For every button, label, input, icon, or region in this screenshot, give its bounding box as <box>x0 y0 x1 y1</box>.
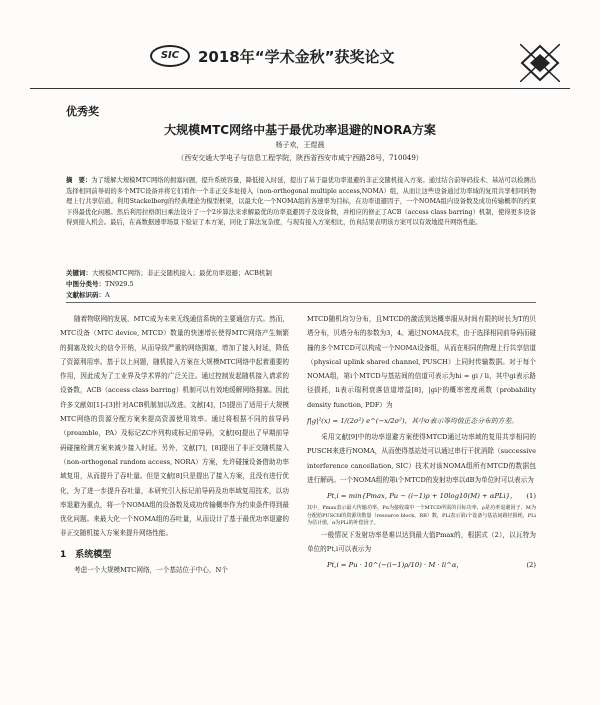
clc-number <box>66 279 536 289</box>
conference-banner <box>0 0 600 92</box>
power-backoff-paragraph: 采用文献[9]中的功率退避方案使得MTCD通过功率域的复用共享相同的PUSCH来进行NOMA，从而使得基站处可以通过串行干扰消除（successive interference cancellation, SIC）技术对该NOMA组所有MTCD的数据包进行解码。一个NOMA组的第i个MTCD的发射功率以dB为单位时可以表示为 <box>307 433 536 484</box>
doc-code-text: A <box>105 291 110 299</box>
left-column <box>60 312 289 577</box>
right-column <box>307 312 536 574</box>
paper-authors: 杨子欢，王煜晨 <box>275 141 325 149</box>
keywords <box>66 268 536 278</box>
system-model-paragraph: 考虑一个大规模MTC网络，一个基站位于中心，N个 <box>74 565 228 574</box>
abstract-label: 摘 要： <box>66 177 92 184</box>
award-tag: 优秀奖 <box>66 105 99 118</box>
intro-paragraph: 随着物联网的发展，MTC成为未来无线通信系统的主要通信方式。然而，MTC设备（MTC device, MTCD）数量的快速增长使得MTC网络产生频繁的拥塞及较大的信令开销，从而导致严重的网络拥塞，增加了接入时延，降低了资源利用率。基于以上问题，随机接入方案在大规模MTC网络中起着重要的作用，因此成为了工业界及学术界的广泛关注。通过控制发起随机接入请求的设备数，ACB（access class barring）机制可以有效地缓解网络拥塞。因此许多文献如[1]–[3]针对ACB机制加以改进。文献[4]，[5]提出了适用于大规模MTC网络的资源分配方案来提高资源使用效率。通过将根据不同的前导码（preamble，PA）及标记ZC序列构成标记前导码，文献[6]提出了早期前导码碰撞检测方案来减少接入时延。另外，文献[7]，[8]提出了非正交随机接入（non-orthogonal random access, NORA）方案，允许碰撞设备借助功率域复用，从而提升了吞吐量。但是文献[8]只是提出了接入方案，且没有进行优化，为了进一步提升吞吐量，本研究引入标记前导码及功率域复用技术，以功率退避为重点，将一个NOMA组的设备数及成功传输概率作为约束条件得到最优化问题。来最大化一个NOMA组的吞吐量，从而设计了基于最优功率退避的非正交随机接入方案来提升网络性能。 <box>60 315 289 538</box>
banner-title: 2018年“学术金秋”获奖论文 <box>198 47 395 66</box>
decorative-pattern-icon <box>520 44 560 82</box>
equation-1-text: Pt,i = min{Pmax, Pu − (i−1)ρ + 10log10(M) + αPLi}， <box>327 492 517 501</box>
equation-2-text: Pt,i = Pu · 10^(−(i−1)ρ/10) · M · li^α， <box>327 561 464 570</box>
watt-paragraph: 一般情况下发射功率是难以达到最大值Pmax的，根据式（2），以瓦特为单位的Pt,i可以表示为 <box>307 530 536 554</box>
clc-text: TN929.5 <box>105 280 134 288</box>
abstract <box>66 176 536 229</box>
document-code <box>66 290 536 300</box>
equation-1-note: 其中，Pmax表示最大传输功率，Pu为接收端中一个MTCD所需的目标功率，ρ是功率退避因子，M为分配给PUSCH的资源块数量（resource block，RB）数，PLi表示第i个设备与基站间路径损耗，PLi为估计值，α为PLi的补偿因子。 <box>307 505 536 527</box>
header-divider <box>66 302 536 303</box>
paper-affiliation: （西安交通大学电子与信息工程学院，陕西省西安市咸宁西路28号，710049） <box>177 154 423 162</box>
section-heading: 1 系统模型 <box>60 549 112 560</box>
equation-2 <box>307 556 536 574</box>
keywords-text: 大规模MTC网络；非正交随机接入；最优功率退避；ACB机制 <box>92 269 272 277</box>
channel-paragraph: MTCD随机均匀分布，且MTCD的激活到达概率服从时间有限的时长为T的贝塔分布，贝塔分布的参数为3，4。通过NOMA技术，由于选择相同前导码而碰撞的多个MTCD可以构成一个NOMA设备组，从而在相同的物理上行共享信道（physical uplink shared channel, PUSCH）上同时传输数据。对于每个NOMA组，第i个MTCD与基站间的信道可表示为hi = gi / li，其中gi表示路径损耗，li表示瑞利衰落信道增益[8]，|gi|²的概率密度函数（probability density function, PDF）为 <box>307 315 536 409</box>
pdf-formula-text: f|g|²(x) = 1/(2σ²) e^(−x/2σ²)，其中σ表示等均值正态分布的方差。 <box>307 417 519 426</box>
equation-1-number: (1) <box>526 492 536 501</box>
banner-divider <box>30 88 570 89</box>
abstract-text: 为了缓解大规模MTC网络的拥塞问题，提升系统容量，降低接入时延，提出了基于最优功率退避的非正交随机接入方案。通过结合前导码技术、基站可以检测出选择相同前导码的多个MTC设备并将它们看作一个非正交多址接入（non-orthogonal multiple access,NOMA）组，从而让这些设备通过功率域的复用共享相同的物理上行共享信道。利用Stackelberg的经典理论为模型框架，以最大化一个NOMA组的各速率为目标，在功率退避因子，一个NOMA组内设备数及成功传输概率的约束下得最优化问题。然后利用拉格朗日乘法设计了一个2步算法来求解最优的功率退避因子及设备数，并相应的修正了ACB（access class barring）机制，使得更多设备得到接入机会。最后，在高数据速率场景下验证了本方案，同化了算法复杂度，与现有接入方案相比，仿真结果表明该方案可以有效地提升网络性能。 <box>66 177 537 227</box>
banner-title-block <box>150 44 450 68</box>
clc-label: 中图分类号： <box>66 280 105 288</box>
paper-title: 大规模MTC网络中基于最优功率退避的NORA方案 <box>164 123 436 137</box>
equation-2-number: (2) <box>526 561 536 570</box>
equation-1 <box>307 487 536 505</box>
keywords-label: 关键词： <box>66 269 92 277</box>
sic-logo: SIC <box>150 45 190 67</box>
pdf-formula <box>307 412 536 430</box>
doc-code-label: 文献标识码： <box>66 291 105 299</box>
